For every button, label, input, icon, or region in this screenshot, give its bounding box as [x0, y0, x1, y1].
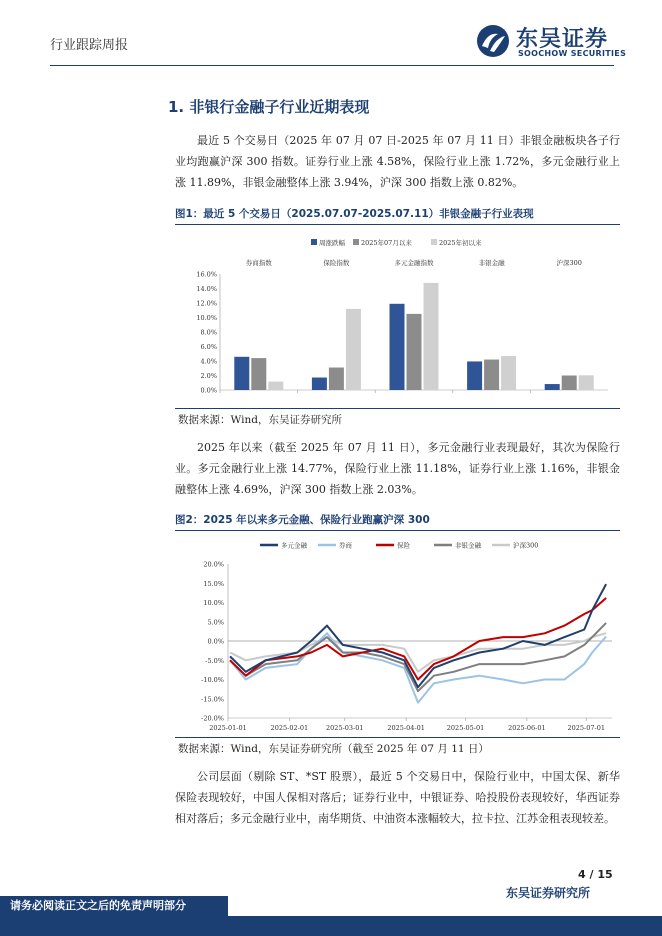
paragraph-2: 2025 年以来（截至 2025 年 07 月 11 日），多元金融行业表现最好，其次为保险行业。多元金融行业上涨 14.77%，保险行业上涨 11.18%，证券行业上涨 1.16%，非银金融整体上涨 4.69%，沪深 300 指数上涨 2.03%。 [175, 441, 620, 496]
x-tick-label: 2025-06-01 [508, 724, 546, 732]
bar [545, 384, 560, 390]
legend-label: 2025年07月以来 [361, 239, 412, 247]
bar [501, 356, 516, 390]
figure-1-bar-chart [178, 230, 618, 405]
bar [390, 304, 405, 390]
disclaimer-notice: 请务必阅读正文之后的免责声明部分 [0, 896, 228, 916]
y-tick-label: 4.0% [200, 357, 217, 366]
category-label: 多元金融指数 [394, 259, 434, 267]
y-tick-label: 8.0% [200, 328, 217, 337]
figure-1-title: 图1：最近 5 个交易日（2025.07.07-2025.07.11）非银金融子行业表现 [175, 208, 534, 220]
figure-2-title: 图2：2025 年以来多元金融、保险行业跑赢沪深 300 [175, 514, 430, 526]
x-tick-label: 2025-04-01 [387, 724, 425, 732]
paragraph-1: 最近 5 个交易日（2025 年 07 月 07 日-2025 年 07 月 11 日）非银金融板块各子行业均跑赢沪深 300 指数。证券行业上涨 4.58%，保险行业上涨 1.72%，多元金融行业上涨 11.89%，非银金融整体上涨 3.94%，沪深 300 指数上涨 0.82%。 [175, 134, 620, 189]
category-label: 券商指数 [245, 259, 272, 267]
figure-2-bottom-rule [175, 737, 620, 738]
legend-label: 券商 [339, 541, 352, 550]
legend-label: 周涨跌幅 [319, 239, 345, 247]
bar [467, 361, 482, 390]
page-number: 4 / 15 [578, 868, 613, 881]
figure-1-bottom-rule [175, 408, 620, 409]
figure-1-source: 数据来源：Wind，东吴证券研究所 [178, 414, 342, 426]
x-tick-label: 2025-03-01 [326, 724, 364, 732]
header-divider [50, 65, 614, 66]
legend-label: 保险 [397, 541, 410, 550]
legend-label: 2025年初以来 [439, 239, 482, 247]
bar [562, 376, 577, 391]
bar [407, 314, 422, 390]
y-tick-label: 10.0% [196, 314, 217, 322]
soochow-logo-icon [476, 24, 512, 58]
report-type-label: 行业跟踪周报 [50, 38, 129, 53]
y-tick-label: -5.0% [205, 656, 224, 665]
bar [329, 368, 344, 390]
y-tick-label: 2.0% [200, 372, 217, 380]
x-tick-label: 2025-02-01 [270, 724, 309, 732]
y-tick-label: 15.0% [203, 579, 224, 588]
section-title: 1. 非银行金融子行业近期表现 [168, 98, 370, 116]
bar [424, 283, 439, 390]
bar [268, 382, 283, 390]
legend-swatch [311, 239, 317, 245]
bar [234, 357, 249, 390]
figure-2-line-chart [178, 534, 618, 736]
y-tick-label: -20.0% [201, 714, 224, 723]
y-tick-label: 6.0% [200, 343, 217, 351]
y-tick-label: 14.0% [196, 285, 217, 293]
legend-swatch [353, 239, 359, 245]
category-label: 非银金融 [478, 259, 505, 267]
bar [484, 360, 499, 390]
logo-text: 东吴证券 [516, 27, 609, 52]
y-tick-label: -15.0% [201, 695, 224, 704]
series-line-2 [230, 598, 606, 680]
x-tick-label: 2025-01-01 [209, 724, 247, 732]
logo-subtext: SOOCHOW SECURITIES [518, 49, 627, 58]
y-tick-label: 16.0% [196, 270, 217, 279]
footer-org-name: 东吴证券研究所 [506, 886, 591, 900]
legend-label: 多元金融 [281, 541, 307, 550]
figure-1-top-rule [175, 224, 620, 225]
bar [579, 375, 594, 390]
paragraph-3: 公司层面（剔除 ST、*ST 股票），最近 5 个交易日中，保险行业中，中国太保、新华保险表现较好，中国人保相对落后；证券行业中，中银证券、哈投股份表现较好，华西证券相对落后；多元金融行业中，南华期货、中油资本涨幅较大，拉卡拉、江苏金租表现较差。 [175, 770, 620, 825]
figure-2-source: 数据来源：Wind，东吴证券研究所（截至 2025 年 07 月 11 日） [178, 743, 489, 755]
bar [346, 309, 361, 390]
x-tick-label: 2025-07-01 [567, 724, 606, 732]
y-tick-label: 12.0% [196, 299, 217, 308]
legend-label: 非银金融 [455, 541, 481, 550]
y-tick-label: 10.0% [203, 599, 224, 607]
legend-label: 沪深300 [513, 541, 539, 550]
y-tick-label: 0.0% [207, 637, 224, 646]
category-label: 保险指数 [323, 259, 350, 267]
bar [312, 378, 327, 390]
bar [251, 358, 266, 390]
y-tick-label: 0.0% [200, 386, 217, 395]
y-tick-label: -10.0% [201, 676, 224, 684]
legend-swatch [431, 239, 437, 245]
y-tick-label: 5.0% [207, 618, 224, 627]
y-tick-label: 20.0% [203, 560, 224, 569]
x-tick-label: 2025-05-01 [446, 724, 485, 732]
figure-2-top-rule [175, 530, 620, 531]
category-label: 沪深300 [556, 259, 582, 267]
footer-bar [0, 916, 662, 936]
